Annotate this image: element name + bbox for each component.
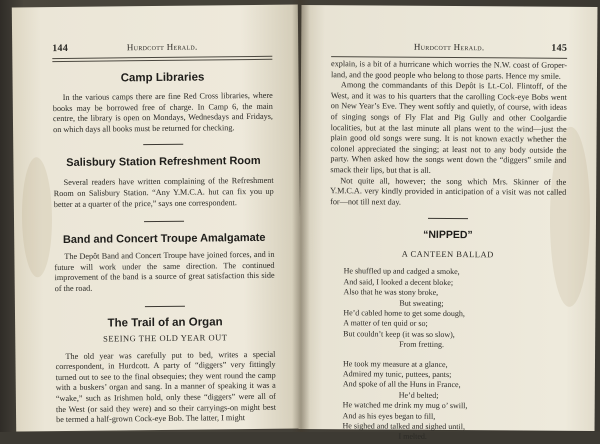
page-number: 145	[551, 42, 568, 54]
section-divider	[428, 218, 468, 219]
section-heading: Band and Concert Troupe Amalgamate	[62, 232, 266, 247]
poem-line: He took my measure at a glance,	[342, 358, 448, 369]
poem-line: But sweating;	[399, 298, 444, 308]
left-page	[12, 5, 302, 432]
section-paragraph: In the various camps there are fine Red Cross libraries, where books may be borrowed free of charge. In Camp 6, the main centre, the library is open on Mondays, Wednesdays and Fridays, on which days all books must be returned for checking.	[52, 90, 273, 134]
section-paragraph: The old year was carefully put to bed, writes a special correspondent, in Hurdcott. A party of “diggers” very fittingly turned out to see to the final obsequies; they went round the camp with a buskers’ organ and sang. In a manner of speaking it was a “wake,” such as Irishmen hold, only these “diggers” were all of the West (or said they were) and so their carryings-on might best be termed a half-grown Cock-eye Bob. The latter, I might	[55, 349, 277, 425]
poem-line: He’d cabled home to get some dough,	[343, 308, 465, 319]
page-stain	[21, 157, 52, 277]
body-paragraph: explain, is a bit of a hurricane which worries the N.W. coast of Groper-land, and the good people who belong to those parts. Hence my smile.	[330, 59, 568, 81]
poem-line: He watched me drink my mug o’ swill,	[342, 400, 468, 411]
right-page	[299, 5, 598, 442]
poem-title: “NIPPED”	[423, 229, 473, 242]
left-page-content	[52, 63, 276, 426]
header-rule	[52, 59, 272, 62]
section-heading: Salisbury Station Refreshment Room	[66, 155, 261, 170]
body-paragraph: Not quite all, however; the song which Mrs. Skinner of the Y.M.C.A. very kindly provided in anticipation of a visit was not called for—not till next day.	[330, 175, 567, 207]
section-subheading: SEEING THE OLD YEAR OUT	[103, 331, 228, 344]
running-head-title: Hurdcott Herald.	[413, 41, 485, 53]
poem-stanza	[329, 266, 566, 351]
book-gutter	[292, 0, 310, 432]
poem-line: But couldn’t keep (it was so slow),	[343, 329, 455, 339]
poem-stanza	[328, 359, 565, 444]
section-heading: The Trail of an Organ	[107, 315, 223, 330]
page-number: 144	[52, 42, 69, 55]
section-paragraph: Several readers have written complaining of the Refreshment Room on Salisbury Station. “Any Y.M.C.A. hut can fix you up better at a quarter of the price,” says one correspondent.	[53, 176, 274, 209]
section-divider	[143, 144, 183, 145]
right-page-content	[328, 59, 567, 443]
section-heading: Camp Libraries	[120, 71, 205, 85]
body-paragraph: Among the commandants of this Depôt is Lt.-Col. Flintoff, of the West, and it was to his quarters that the carolling Cock-eye Bobs went on New Year’s Eve. They went softly and quietly, of course, with ideas of singing songs of Fly Flat and Pig Gully and other Coolgardie localities, but at the last minute all plans went to the wind—just the plain good old songs were sung. It is not known exactly whether the colonel appreciated the singing; at least not to any body outside the party. When asked how the songs went down the “diggers” smile and smack their lips, but that is all.	[330, 80, 567, 175]
running-head	[331, 41, 567, 57]
section-paragraph: The Depôt Band and Concert Troupe have joined forces, and in future will work under the same direction. The continued improvement of the band is a source of great satisfaction this side of the road.	[54, 249, 275, 294]
poem-line: Also that he was stony broke,	[343, 287, 439, 298]
poem-subtitle: A CANTEEN BALLAD	[401, 248, 494, 260]
poem-line: Admired my tunic, puttees, pants;	[342, 369, 452, 379]
section-divider	[144, 221, 184, 222]
poem-line: I melted.	[398, 432, 427, 442]
poem-line: And as his eyes began to fill,	[342, 410, 436, 421]
running-head	[52, 41, 272, 57]
running-head-title: Hurdcott Herald.	[126, 41, 198, 53]
poem-line: He shuffled up and cadged a smoke,	[343, 266, 460, 277]
poem-line: From fretting.	[399, 339, 445, 350]
poem-line: He’d belted;	[398, 390, 439, 400]
poem-line: And spoke of all the Huns in France,	[342, 379, 461, 390]
poem-line: And said, I looked a decent bloke;	[343, 276, 454, 287]
poem-line: He sighed and talked and sighed until,	[342, 421, 465, 432]
poem-line: A matter of ten quid or so;	[343, 318, 428, 329]
section-divider	[145, 305, 185, 306]
